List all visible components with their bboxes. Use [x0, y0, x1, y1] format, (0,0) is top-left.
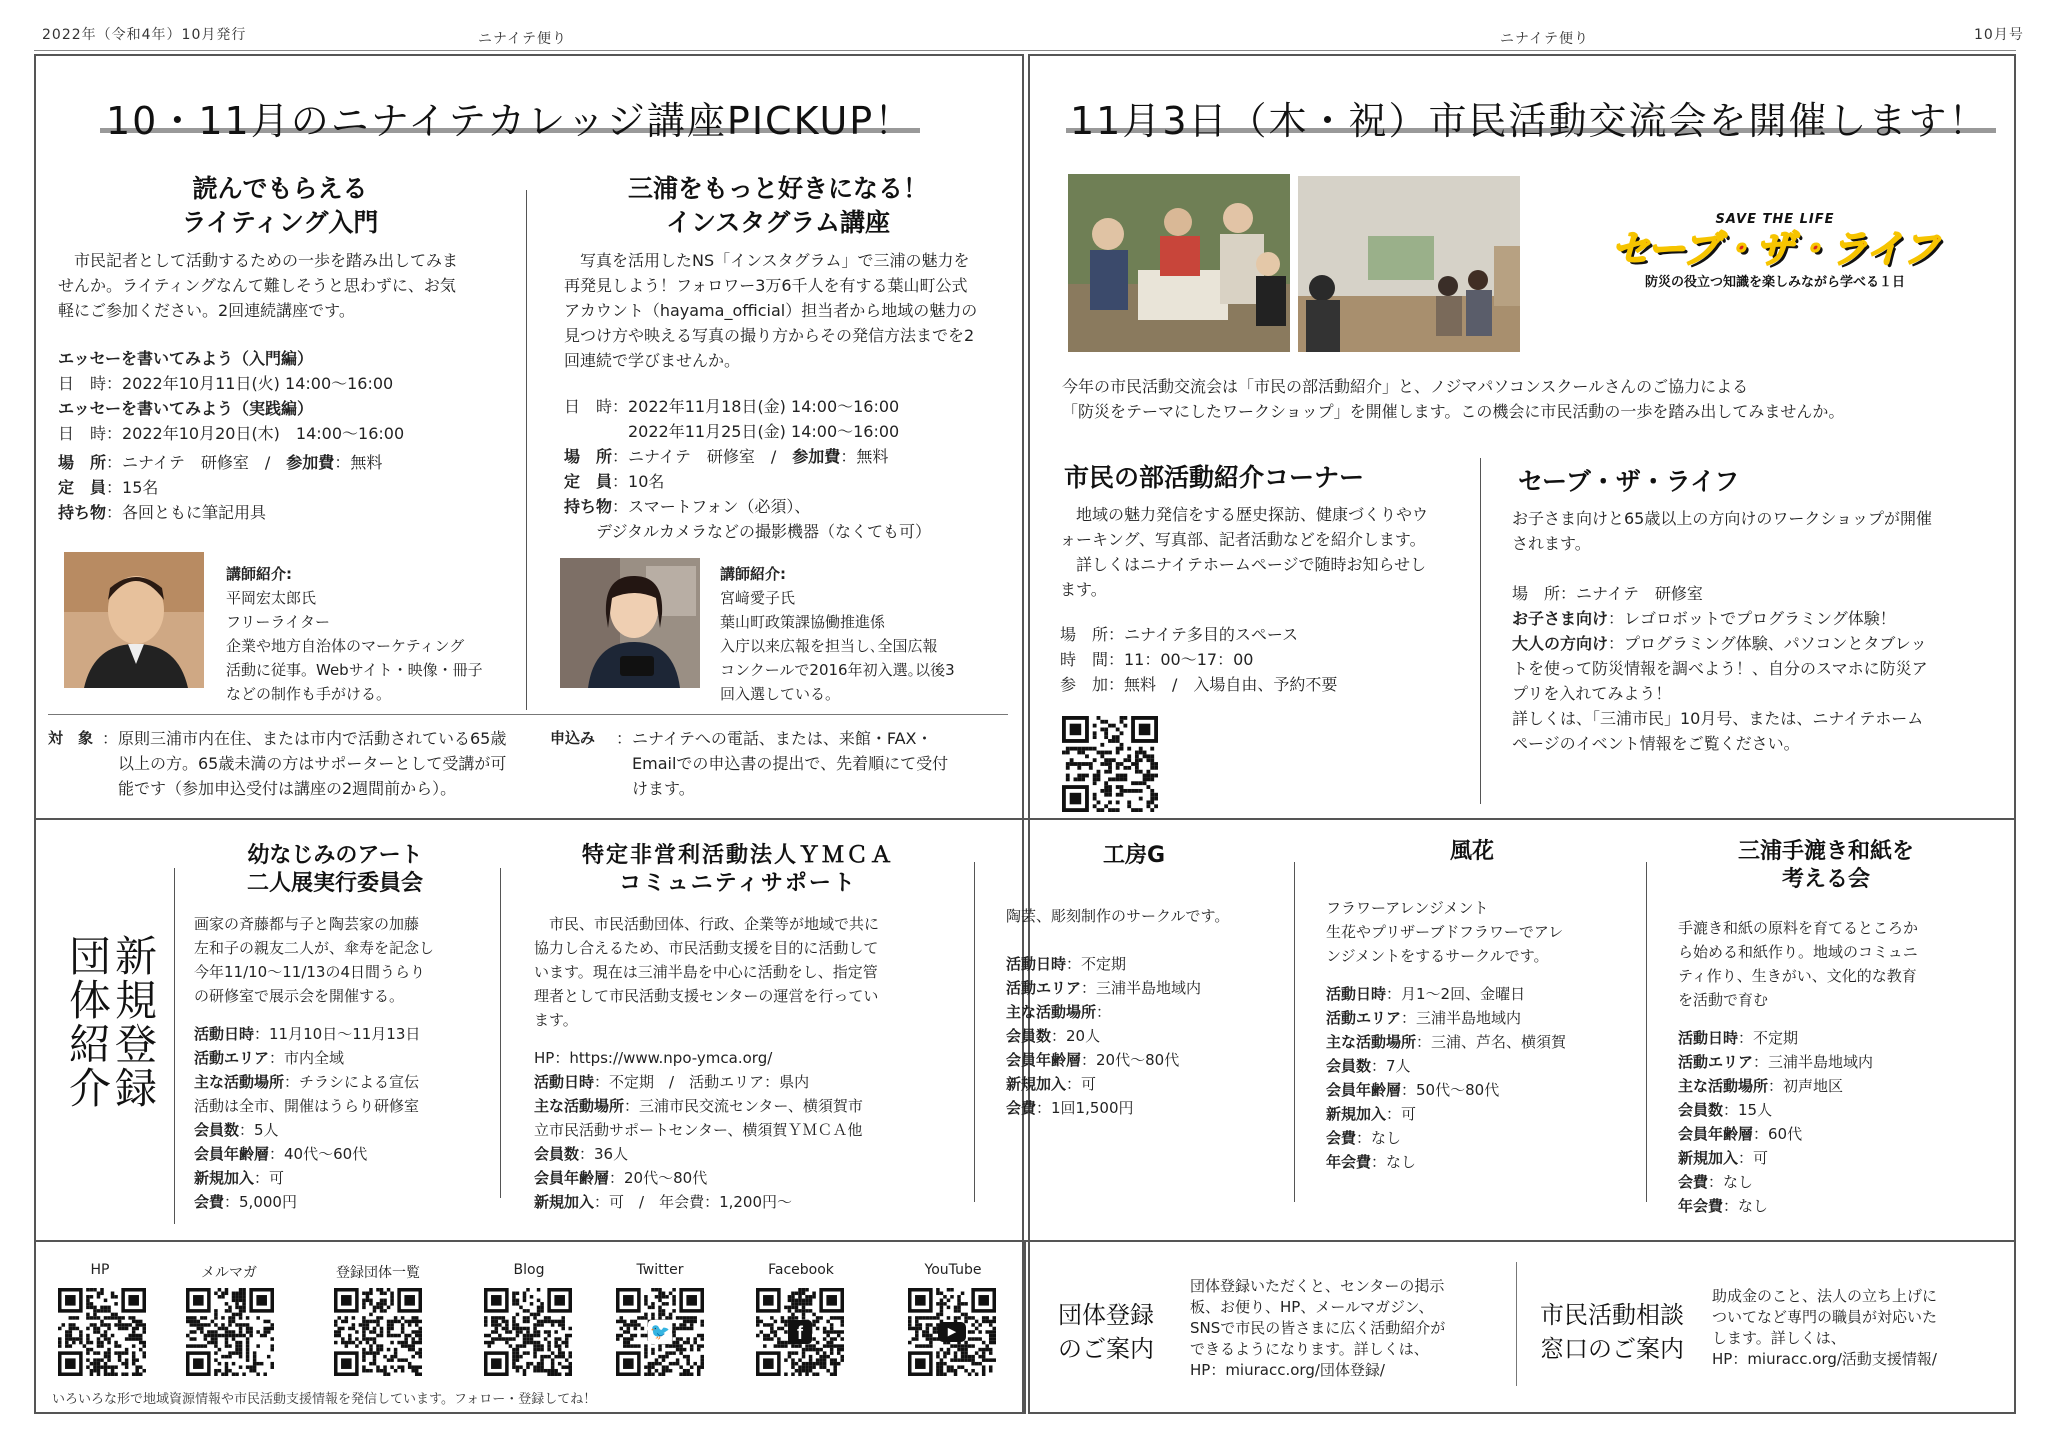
instagram-date1: 日 時：2022年11月18日(金) 14:00〜16:00: [564, 397, 900, 416]
club-corner-description: 地域の魅力発信をする歴史探訪、健康づくりやウ ォーキング、写真部、記者活動などを紹介します。 詳しくはニナイテホームページで随時お知らせし ます。: [1060, 505, 1429, 599]
writing-title-line1: 読んでもらえる: [192, 174, 368, 203]
group-registration-body: 団体登録いただくと、センターの掲示 板、お便り、HP、メールマガジン、 SNSで市民の皆さまに広く活動紹介が できるようになります。詳しくは、 HP：miuracc.org/団体登録/: [1190, 1276, 1500, 1381]
group-registration-title: 団体登録 のご案内: [1058, 1301, 1154, 1363]
writing-session1-date: 日 時：2022年10月11日(火) 14:00〜16:00: [58, 374, 394, 393]
group-card-ymca: 特定非営利活動法人ＹＭＣＡ コミュニティサポート 市民、市民活動団体、行政、企業等が地域で共に 協力し合えるため、市民活動支援を目的に活動して います。現在は三浦半島を中心に活動をし、指定管 理者として市民活動支援センターの運営を行ってい ます。 HP：https://www.npo-ymca.org/ 活動日時：不定期 / 活動エリア：県内 主な活動場所：三浦市民交流センター、横須賀市 立市民活動サポートセンター、横須賀ＹＭＣＡ他 会員数：36人 会員年齢層：20代〜80代 新規加入：可 / 年会費：1,200円〜: [534, 843, 894, 1211]
youtube-play-icon: ▶: [938, 1322, 966, 1342]
instagram-details: 日 時：2022年11月18日(金) 14:00〜16:00 2022年11月25日(金) 14:00〜16:00 場 所：ニナイテ 研修室 / 参加費：無料 定 員：10名 持ち物：スマートフォン（必須）、 デジタルカメラなどの撮影機器（なくても可）: [564, 394, 1016, 544]
writing-course-title: [60, 172, 500, 240]
group-divider-4: [1646, 862, 1647, 1202]
instagram-course-title: [548, 172, 1008, 240]
save-the-life-title: セーブ・ザ・ライフ: [1518, 467, 1740, 496]
writing-place-fee: 場 所：ニナイテ 研修室 / 参加費：無料: [58, 453, 383, 472]
instagram-capacity: 定 員：10名: [564, 472, 665, 491]
group-card-fuka: 風花 フラワーアレンジメント 生花やプリザーブドフラワーでアレ ンジメントをするサークルです。 活動日時：月1〜2回、金曜日 活動エリア：三浦半島地域内 主な活動場所：三浦、芦名、横須賀 会員数：7人 会員年齢層：50代〜80代 新規加入：可 会費：なし 年会費：なし: [1326, 839, 1567, 1171]
logo-top-text: SAVE THE LIFE: [1715, 212, 1835, 227]
lecturer-info-miyazaki: 講師紹介: 宮﨑愛子氏 葉山町政策課協働推進係 入庁以来広報を担当し､全国広報 コンクールで2016年初入選｡以後3 回入選している。: [720, 565, 955, 703]
group-card-kobo-g: 工房G 陶芸、彫刻制作のサークルです。 活動日時：不定期 活動エリア：三浦半島地域内 主な活動場所： 会員数：20人 会員年齢層：20代〜80代 新規加入：可 会費：1回1,500円: [1006, 843, 1230, 1117]
newsletter-name-left: ニナイテ便り: [478, 31, 568, 47]
pickup-bottom-rule: [48, 714, 1008, 715]
consultation-body: 助成金のこと、法人の立ち上げに ついてなど専門の職員が対応いた します。詳しくは、 HP：miuracc.org/活動支援情報/: [1712, 1286, 2012, 1370]
instagram-title-line1: 三浦をもっと好きになる！: [627, 174, 928, 203]
facebook-qr-code[interactable]: [756, 1288, 844, 1376]
new-groups-side-label: [60, 934, 160, 1134]
writing-title-line2: ライティング入門: [181, 208, 379, 237]
youtube-qr-code[interactable]: [908, 1288, 996, 1376]
qr-label-blog: Blog: [513, 1262, 545, 1278]
consultation-title: 市民活動相談 窓口のご案内: [1540, 1301, 1684, 1363]
writing-session2-date: 日 時：2022年10月20日(木) 14:00〜16:00: [58, 424, 405, 443]
qr-label-mailmag: メルマガ: [201, 1265, 257, 1281]
footer-divider: [1024, 1240, 1026, 1414]
issue-date: 2022年（令和4年）10月発行: [42, 27, 247, 43]
instagram-title-line2: インスタグラム講座: [665, 208, 890, 237]
hp-qr-code[interactable]: [58, 1288, 146, 1376]
group-card-osananajimi: 幼なじみのアート 二人展実行委員会 画家の斉藤都与子と陶芸家の加藤 左和子の親友二人が、傘寿を記念し 今年11/10〜11/13の4日間うらり の研修室で展示会を開催する。 活動日時：11月10日〜11月13日 活動エリア：市内全域 主な活動場所：チラシによる宣伝 活動は全市、開催はうらり研修室 会員数：5人 会員年齢層：40代〜60代 新規加入：可 会費：5,000円: [194, 843, 435, 1211]
event-photo-fieldwork: [1068, 174, 1290, 352]
exchange-column-divider: [1480, 458, 1481, 804]
instagram-date2: 2022年11月25日(金) 14:00〜16:00: [564, 422, 900, 441]
consultation-link[interactable]: HP：miuracc.org/活動支援情報/: [1712, 1350, 1937, 1368]
target-info: 対 象 ：原則三浦市内在住、または市内で活動されている65歳 以上の方。65歳未満の方はサポーターとして受講が可 能です（参加申込受付は講座の2週間前から）。: [48, 729, 507, 798]
instagram-description: 写真を活用したNS「インスタグラム」で三浦の魅力を 再発見しよう！フォロワー3万6千人を有する葉山町公式 アカウント（hayama_official）担当者から地域の魅力の 見つけ方や映える写真の撮り方からその発信方法までを2 回連続で学びませんか。: [564, 251, 978, 370]
logo-sub-text: 防災の役立つ知識を楽しみながら学べる１日: [1644, 275, 1905, 290]
writing-description: 市民記者として活動するための一歩を踏み出してみま せんか。ライティングなんて難しそうと思わずに、お気 軽にご参加ください。2回連続講座です。: [58, 251, 459, 320]
footer-follow-note: いろいろな形で地域資源情報や市民活動支援情報を発信しています。フォロー・登録してね！: [52, 1392, 597, 1407]
group-divider-0: [174, 868, 175, 1224]
save-the-life-logo: [1590, 212, 1960, 302]
lecturer-photo-hiraoka: [64, 552, 204, 688]
lecturer-info-hiraoka: 講師紹介: 平岡宏太郎氏 フリーライター 企業や地方自治体のマーケティング 活動に従事。Webサイト・映像・冊子 などの制作も手がける。: [226, 565, 483, 703]
writing-session2-title: エッセーを書いてみよう（実践編）: [58, 399, 314, 418]
writing-capacity: 定 員：15名: [58, 478, 159, 497]
qr-label-hp: HP: [90, 1262, 110, 1278]
facebook-icon: f: [788, 1320, 812, 1344]
instagram-bring: 持ち物：スマートフォン（必須）、: [564, 497, 811, 516]
event-photo-presentation: [1298, 176, 1520, 352]
apply-info: 申込み ：ニナイテへの電話、または、来館・FAX・ Emailでの申込書の提出で、先着順にて受付 けます。: [550, 729, 949, 798]
group-registration-link[interactable]: HP：miuracc.org/団体登録/: [1190, 1361, 1385, 1379]
side-label-col1: 新規登録: [109, 934, 158, 1110]
groups-qr-code[interactable]: [334, 1288, 422, 1376]
group-divider-1: [500, 868, 501, 1198]
mailmag-qr-code[interactable]: [186, 1288, 274, 1376]
issue-month: 10月号: [1974, 27, 2024, 43]
writing-bring: 持ち物：各回ともに筆記用具: [58, 503, 267, 522]
exchange-title: 11月3日（木・祝）市民活動交流会を開催します！: [1070, 99, 1989, 143]
side-label-col2: 団体紹介: [63, 934, 112, 1110]
writing-details: [58, 346, 518, 525]
qr-label-groups: 登録団体一覧: [336, 1265, 420, 1281]
club-qr-code[interactable]: [1062, 716, 1158, 812]
header-rule: [34, 50, 2016, 51]
group-divider-3: [1294, 862, 1295, 1202]
instagram-place-fee: 場 所：ニナイテ 研修室 / 参加費：無料: [564, 447, 889, 466]
newsletter-name-right: ニナイテ便り: [1500, 31, 1590, 47]
twitter-bird-icon: 🐦: [648, 1320, 672, 1344]
exchange-intro: 今年の市民活動交流会は「市民の部活動紹介」と、ノジマパソコンスクールさんのご協力による 「防災をテーマにしたワークショップ」を開催します。この機会に市民活動の一歩を踏み出してみませんか。: [1062, 377, 1845, 421]
qr-label-youtube: YouTube: [924, 1262, 982, 1278]
pickup-column-divider: [526, 190, 527, 710]
blog-qr-code[interactable]: [484, 1288, 572, 1376]
twitter-qr-code[interactable]: [616, 1288, 704, 1376]
pickup-title: 10・11月のニナイテカレッジ講座PICKUP！: [106, 99, 915, 143]
writing-session1-title: エッセーを書いてみよう（入門編）: [58, 349, 314, 368]
logo-main-text: セーブ・ザ・ライフ: [1611, 227, 1939, 271]
group-card-washi: 三浦手漉き和紙を 考える会 手漉き和紙の原料を育てるところか ら始める和紙作り。地域のコミュニ ティ作り、生きがい、文化的な教育 を活動で育む 活動日時：不定期 活動エリア：三浦半島地域内 主な活動場所：初声地区 会員数：15人 会員年齢層：60代 新規加入：可 会費：なし 年会費：なし: [1678, 839, 1919, 1215]
section-divider-middle: [34, 818, 2016, 820]
lecturer-photo-miyazaki: [560, 558, 700, 688]
qr-label-twitter: Twitter: [636, 1262, 684, 1278]
club-corner-details: 場 所：ニナイテ多目的スペース 時 間：11：00〜17：00 参 加：無料 / 入場自由、予約不要: [1060, 625, 1338, 694]
save-the-life-details: お子さま向けと65歳以上の方向けのワークショップが開催 されます。 場 所：ニナイテ 研修室 お子さま向け：レゴロボットでプログラミング体験！ 大人の方向け：プログラミング体験、パソコンとタブレッ トを使って防災情報を調べよう！、自分のスマホに防災ア プリを入れてみよう！ 詳しくは、「三浦市民」10月号、または、ニナイテホーム ページのイベント情報をご覧ください。: [1512, 509, 1933, 753]
footer-inner-divider: [1516, 1262, 1517, 1386]
group-divider-2: [974, 862, 975, 1202]
qr-label-facebook: Facebook: [768, 1262, 834, 1278]
club-corner-title: 市民の部活動紹介コーナー: [1064, 463, 1365, 492]
